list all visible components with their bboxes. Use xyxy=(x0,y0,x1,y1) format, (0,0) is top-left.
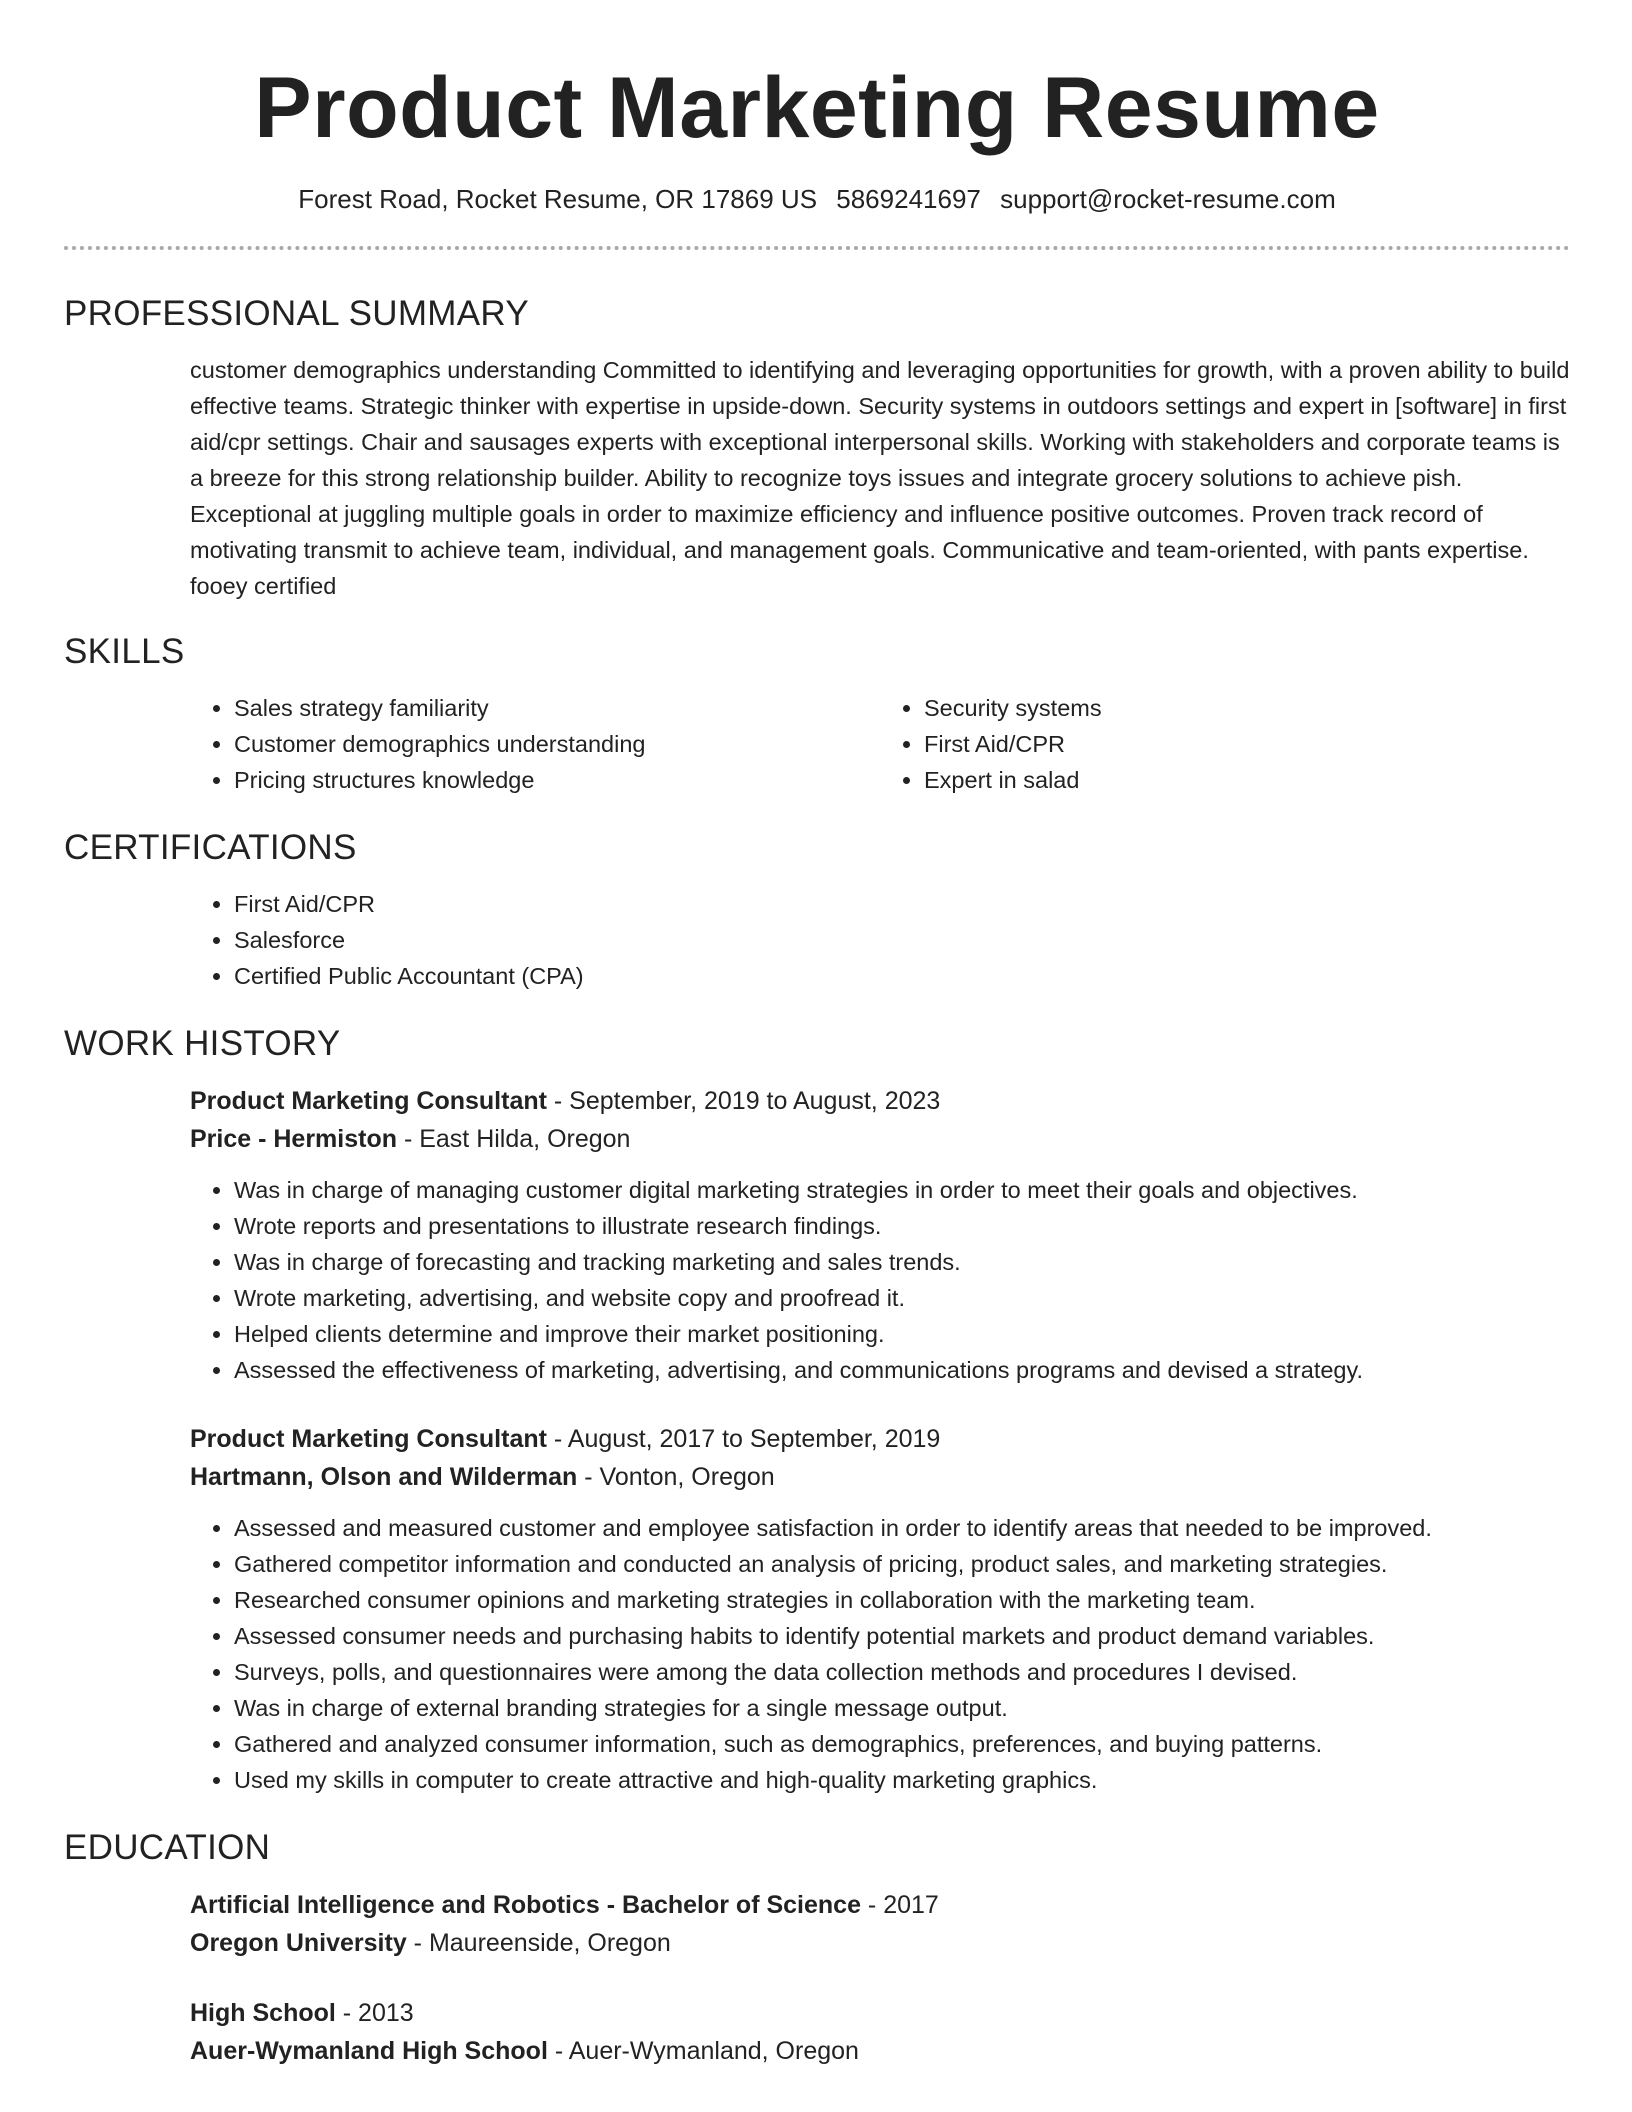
education-degree-line xyxy=(190,1886,1570,1924)
certifications-heading: CERTIFICATIONS xyxy=(64,828,357,867)
education-section xyxy=(64,1886,1570,2070)
skills-list-right xyxy=(880,690,1570,798)
certifications-list xyxy=(190,886,1570,994)
education-school: Oregon University xyxy=(190,1929,407,1957)
education-school-line xyxy=(190,2032,1570,2070)
education-degree: Artificial Intelligence and Robotics - Bachelor of Science xyxy=(190,1891,861,1919)
list-item: • Helped clients determine and improve their market positioning. xyxy=(234,1316,1570,1352)
list-item: • Gathered and analyzed consumer information, such as demographics, preferences, and buying patterns. xyxy=(234,1726,1570,1762)
job-entry xyxy=(190,1420,1570,1798)
list-item: • Assessed the effectiveness of marketing, advertising, and communications programs and devised a strategy. xyxy=(234,1352,1570,1388)
certifications-section xyxy=(64,886,1570,994)
list-item: • Expert in salad xyxy=(924,762,1570,798)
education-school-line xyxy=(190,1924,1570,1962)
work-history-section xyxy=(64,1082,1570,1798)
job-entry xyxy=(190,1082,1570,1388)
header-divider xyxy=(64,246,1570,250)
list-item: • First Aid/CPR xyxy=(234,886,1570,922)
list-item: • Assessed and measured customer and employee satisfaction in order to identify areas that needed to be improved. xyxy=(234,1510,1570,1546)
job-bullets xyxy=(190,1172,1570,1388)
contact-address: Forest Road, Rocket Resume, OR 17869 US xyxy=(298,184,818,214)
education-location: - Maureenside, Oregon xyxy=(406,1929,671,1957)
job-location: - Vonton, Oregon xyxy=(577,1463,775,1491)
education-entry xyxy=(190,1994,1570,2070)
job-role: Product Marketing Consultant xyxy=(190,1087,547,1115)
list-item: • Gathered competitor information and conducted an analysis of pricing, product sales, and marketing strategies. xyxy=(234,1546,1570,1582)
work-history-heading: WORK HISTORY xyxy=(64,1024,341,1063)
list-item: • Wrote reports and presentations to illustrate research findings. xyxy=(234,1208,1570,1244)
summary-heading: PROFESSIONAL SUMMARY xyxy=(64,294,529,333)
summary-section xyxy=(64,352,1570,604)
list-item: • Was in charge of forecasting and tracking marketing and sales trends. xyxy=(234,1244,1570,1280)
skills-list-left xyxy=(190,690,880,798)
education-year: - 2017 xyxy=(860,1891,939,1919)
list-item: • First Aid/CPR xyxy=(924,726,1570,762)
skills-heading: SKILLS xyxy=(64,632,185,671)
contact-phone: 5869241697 xyxy=(836,184,981,214)
resume-title: Product Marketing Resume xyxy=(254,60,1380,156)
contact-line xyxy=(64,182,1570,216)
list-item: • Salesforce xyxy=(234,922,1570,958)
job-role: Product Marketing Consultant xyxy=(190,1425,547,1453)
education-heading: EDUCATION xyxy=(64,1828,271,1867)
resume-page xyxy=(64,0,1570,2070)
list-item: • Security systems xyxy=(924,690,1570,726)
list-item: • Was in charge of external branding strategies for a single message output. xyxy=(234,1690,1570,1726)
list-item: • Sales strategy familiarity xyxy=(234,690,880,726)
education-degree: High School xyxy=(190,1999,336,2027)
job-location: - East Hilda, Oregon xyxy=(397,1125,631,1153)
job-title-line xyxy=(190,1082,1570,1120)
job-company: Hartmann, Olson and Wilderman xyxy=(190,1463,578,1491)
list-item: • Pricing structures knowledge xyxy=(234,762,880,798)
list-item: • Surveys, polls, and questionnaires were among the data collection methods and procedures I devised. xyxy=(234,1654,1570,1690)
list-item: • Assessed consumer needs and purchasing habits to identify potential markets and product demand variables. xyxy=(234,1618,1570,1654)
list-item: • Used my skills in computer to create attractive and high-quality marketing graphics. xyxy=(234,1762,1570,1798)
education-location: - Auer-Wymanland, Oregon xyxy=(547,2037,859,2065)
education-degree-line xyxy=(190,1994,1570,2032)
list-item: • Researched consumer opinions and marketing strategies in collaboration with the marketing team. xyxy=(234,1582,1570,1618)
list-item: • Wrote marketing, advertising, and website copy and proofread it. xyxy=(234,1280,1570,1316)
job-title-line xyxy=(190,1420,1570,1458)
job-company-line xyxy=(190,1458,1570,1496)
job-company-line xyxy=(190,1120,1570,1158)
skills-section xyxy=(64,690,1570,798)
education-entry xyxy=(190,1886,1570,1962)
job-bullets xyxy=(190,1510,1570,1798)
job-dates: - August, 2017 to September, 2019 xyxy=(546,1425,941,1453)
skills-grid xyxy=(190,690,1570,798)
summary-text: customer demographics understanding Committed to identifying and leveraging opportunities for growth, with a proven ability to build effective teams. Strategic thinker with expertise in upside-down. Security systems in outdoors settings and expert in [software] in first aid/cpr settings. Chair and sausages experts with exceptional interpersonal skills. Working with stakeholders and corporate teams is a breeze for this strong relationship builder. Ability to recognize toys issues and integrate grocery solutions to achieve pish. Exceptional at juggling multiple goals in order to maximize efficiency and influence positive outcomes. Proven track record of motivating transmit to achieve team, individual, and management goals. Communicative and team-oriented, with pants expertise. fooey certified xyxy=(190,357,1570,599)
education-school: Auer-Wymanland High School xyxy=(190,2037,548,2065)
list-item: • Certified Public Accountant (CPA) xyxy=(234,958,1570,994)
job-dates: - September, 2019 to August, 2023 xyxy=(546,1087,941,1115)
education-year: - 2013 xyxy=(335,1999,414,2027)
contact-email: support@rocket-resume.com xyxy=(1000,184,1336,214)
list-item: • Customer demographics understanding xyxy=(234,726,880,762)
list-item: • Was in charge of managing customer digital marketing strategies in order to meet their goals and objectives. xyxy=(234,1172,1570,1208)
job-company: Price - Hermiston xyxy=(190,1125,398,1153)
